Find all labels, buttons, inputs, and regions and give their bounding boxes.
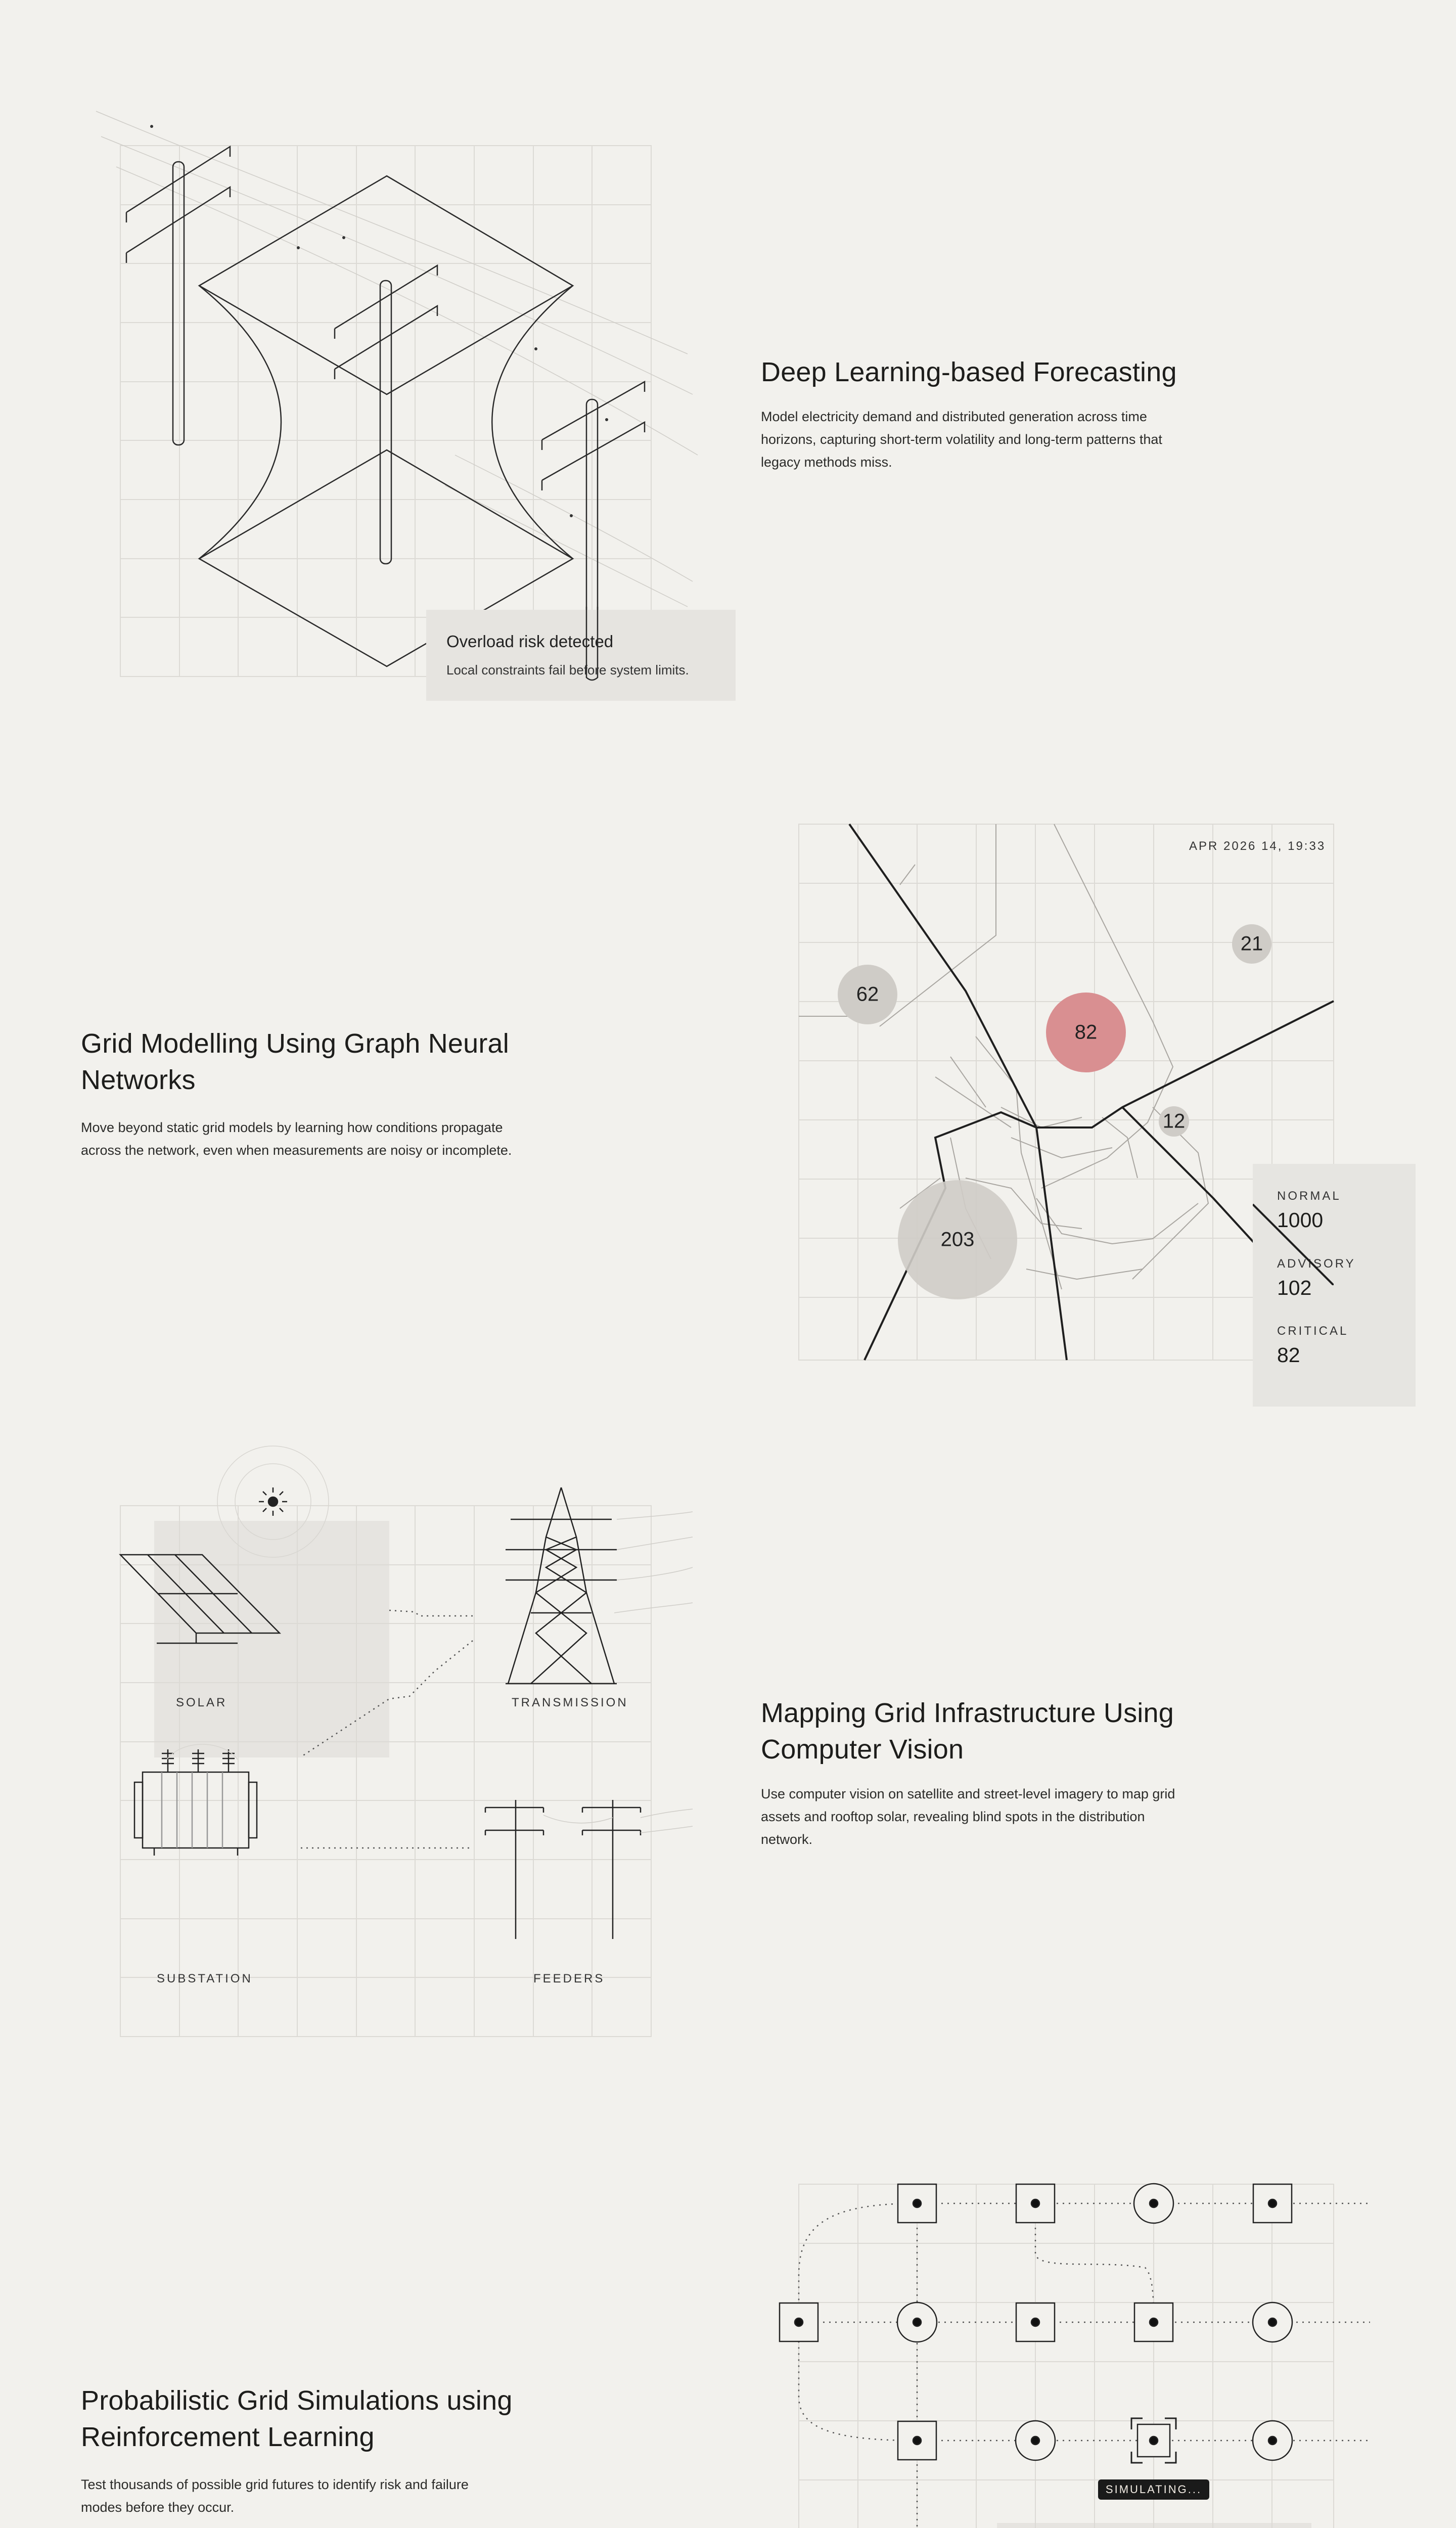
mapping-description-line-2: assets and rooftop solar, revealing blind spots in the distribution <box>761 1809 1145 1824</box>
bubble-label-82: 82 <box>1074 1021 1098 1044</box>
simulation-description-line-1: Test thousands of possible grid futures to identify risk and failure <box>81 2477 469 2492</box>
solar-highlight <box>154 1521 389 1757</box>
status-bubbles <box>838 924 1271 1299</box>
feeder-poles <box>485 1800 641 1939</box>
transmission-tower <box>506 1487 617 1684</box>
callout-text: Local constraints fail before system limits. <box>446 662 689 678</box>
simulation-illustration <box>758 2154 1436 2528</box>
simulation-description-line-2: modes before they occur. <box>81 2500 235 2515</box>
stat-label-advisory: ADVISORY <box>1277 1257 1356 1271</box>
forecasting-description-line-3: legacy methods miss. <box>761 455 892 470</box>
particles <box>150 125 608 517</box>
feeder-wires <box>543 1809 693 1833</box>
mapping-description-line-1: Use computer vision on satellite and street-level imagery to map grid <box>761 1786 1175 1801</box>
callout-title: Overload risk detected <box>446 632 614 651</box>
forecasting-description-line-1: Model electricity demand and distributed generation across time <box>761 409 1147 424</box>
stat-value-normal: 1000 <box>1277 1208 1324 1232</box>
section-simulation <box>0 2154 1456 2528</box>
mapping-title-line-2: Computer Vision <box>761 1734 964 1765</box>
section-forecasting <box>0 0 1456 738</box>
grid-modelling-title-line-1: Grid Modelling Using Graph Neural <box>81 1028 509 1059</box>
simulation-title-line-2: Reinforcement Learning <box>81 2422 375 2452</box>
flow-lines <box>96 111 698 607</box>
grid-modelling-title-line-2: Networks <box>81 1065 196 1095</box>
hourglass-shape <box>199 176 573 666</box>
label-feeders: FEEDERS <box>533 1972 605 1985</box>
label-transmission: TRANSMISSION <box>512 1696 628 1709</box>
sun-icon <box>259 1487 287 1516</box>
map-timestamp: APR 2026 14, 19:33 <box>1189 839 1326 853</box>
bubble-label-12: 12 <box>1162 1110 1186 1133</box>
overload-callout <box>426 610 736 701</box>
stat-value-advisory: 102 <box>1277 1276 1312 1299</box>
section-mapping <box>0 1446 1456 2053</box>
grid-modelling-description-line-2: across the network, even when measurements are noisy or incomplete. <box>81 1143 512 1158</box>
label-substation: SUBSTATION <box>157 1972 253 1985</box>
label-solar: SOLAR <box>176 1696 228 1709</box>
bubble-label-203: 203 <box>940 1228 975 1251</box>
bubble-label-21: 21 <box>1240 932 1263 955</box>
forecast-grid <box>120 146 651 676</box>
utility-poles <box>126 147 645 683</box>
transmission-wires <box>614 1512 693 1613</box>
grid-modelling-description-line-1: Move beyond static grid models by learning how conditions propagate <box>81 1120 503 1135</box>
map-line-overlay <box>1253 1164 1334 1285</box>
bubble-label-62: 62 <box>856 983 879 1006</box>
sim-grid <box>799 2184 1334 2528</box>
simulation-title-line-1: Probabilistic Grid Simulations using <box>81 2385 513 2416</box>
infrastructure-illustration <box>76 1446 708 2053</box>
mapping-title-line-1: Mapping Grid Infrastructure Using <box>761 1698 1174 1728</box>
simulating-badge: SIMULATING... <box>1098 2479 1209 2500</box>
forecasting-description-line-2: horizons, capturing short-term volatility and long-term patterns that <box>761 432 1162 447</box>
section-grid-modelling <box>0 809 1456 1416</box>
sim-connections <box>799 2203 1370 2528</box>
pole-overlay <box>584 607 604 688</box>
stat-value-critical: 82 <box>1277 1343 1300 1367</box>
stat-label-critical: CRITICAL <box>1277 1324 1349 1338</box>
mapping-description-line-3: network. <box>761 1832 813 1847</box>
stat-label-normal: NORMAL <box>1277 1189 1341 1203</box>
forecasting-title: Deep Learning-based Forecasting <box>761 357 1177 387</box>
